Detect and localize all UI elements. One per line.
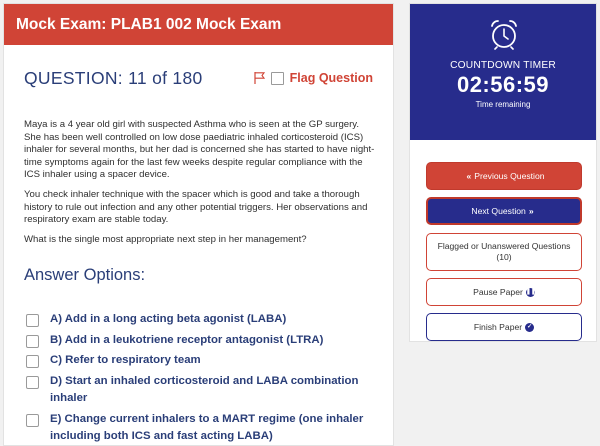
stem-paragraph: You check inhaler technique with the spacer which is good and take a thorough history to rule out infection and any other potential triggers. Her observations and respiratory exam are stable today. bbox=[24, 188, 368, 226]
answer-option-c[interactable] bbox=[26, 354, 376, 370]
timer-value: 02:56:59 bbox=[456, 72, 550, 97]
double-chevron-right-icon: » bbox=[528, 205, 534, 216]
answer-option-b[interactable] bbox=[26, 334, 376, 350]
flag-question-label[interactable]: Flag Question bbox=[289, 71, 373, 85]
pause-paper-button[interactable] bbox=[426, 278, 582, 306]
option-checkbox[interactable] bbox=[26, 314, 39, 327]
flag-icon bbox=[253, 71, 267, 85]
option-checkbox[interactable] bbox=[26, 414, 39, 427]
exam-title: Mock Exam: PLAB1 002 Mock Exam bbox=[4, 4, 393, 45]
flag-question-control[interactable] bbox=[253, 71, 373, 85]
question-counter: 11 of 180 bbox=[128, 68, 203, 88]
question-title bbox=[24, 68, 203, 88]
navigation-panel bbox=[409, 3, 597, 342]
answer-options-heading: Answer Options: bbox=[24, 266, 146, 284]
finish-paper-label: Finish Paper bbox=[473, 321, 523, 332]
timer-label: COUNTDOWN TIMER bbox=[450, 60, 556, 71]
stem-paragraph: Maya is a 4 year old girl with suspected Asthma who is seen at the GP surgery. She has been well controlled on low dose paediatric inhaled corticosteroid (ICS) inhaler for several months, but her dad is concerned she has started to have night-time symptoms again for the last few weeks despite regular compliance with the ICS inhaler using a spacer device. bbox=[24, 119, 375, 181]
option-checkbox[interactable] bbox=[26, 335, 39, 348]
next-question-label: Next Question bbox=[471, 205, 526, 216]
finish-paper-button[interactable] bbox=[426, 313, 582, 341]
previous-question-button[interactable] bbox=[426, 162, 582, 190]
option-checkbox[interactable] bbox=[26, 376, 39, 389]
question-header bbox=[24, 68, 373, 92]
timer-sublabel: Time remaining bbox=[475, 100, 531, 109]
answer-option-e[interactable] bbox=[26, 413, 376, 446]
question-stem bbox=[24, 119, 378, 253]
answer-option-a[interactable] bbox=[26, 313, 376, 329]
stem-question: What is the single most appropriate next step in her management? bbox=[24, 233, 307, 245]
double-chevron-left-icon: « bbox=[466, 170, 472, 181]
countdown-timer bbox=[410, 4, 596, 140]
option-checkbox[interactable] bbox=[26, 355, 39, 368]
option-label[interactable]: C) Refer to respiratory team bbox=[50, 354, 201, 366]
question-panel bbox=[3, 3, 394, 446]
flagged-unanswered-button[interactable] bbox=[426, 233, 582, 271]
check-circle-icon: ✓ bbox=[527, 323, 533, 330]
option-label[interactable]: B) Add in a leukotriene receptor antagonist (LTRA) bbox=[50, 333, 324, 346]
option-label[interactable]: A) Add in a long acting beta agonist (LABA) bbox=[50, 313, 287, 325]
previous-question-label: Previous Question bbox=[474, 170, 545, 181]
answer-options-list bbox=[26, 313, 376, 446]
flag-checkbox[interactable] bbox=[271, 72, 284, 85]
next-question-button[interactable] bbox=[426, 197, 582, 225]
flagged-unanswered-label: Flagged or Unanswered Questions (10) bbox=[437, 241, 571, 262]
question-label: QUESTION: bbox=[24, 68, 123, 88]
option-label[interactable]: E) Change current inhalers to a MART regime (one inhaler including both ICS and fast acting LABA) bbox=[50, 412, 364, 442]
answer-option-d[interactable] bbox=[26, 375, 376, 408]
option-label[interactable]: D) Start an inhaled corticosteroid and LABA combination inhaler bbox=[50, 374, 359, 404]
alarm-clock-icon bbox=[489, 18, 519, 50]
pause-paper-label: Pause Paper bbox=[473, 286, 523, 297]
pause-icon: ❚❚ bbox=[525, 288, 536, 295]
